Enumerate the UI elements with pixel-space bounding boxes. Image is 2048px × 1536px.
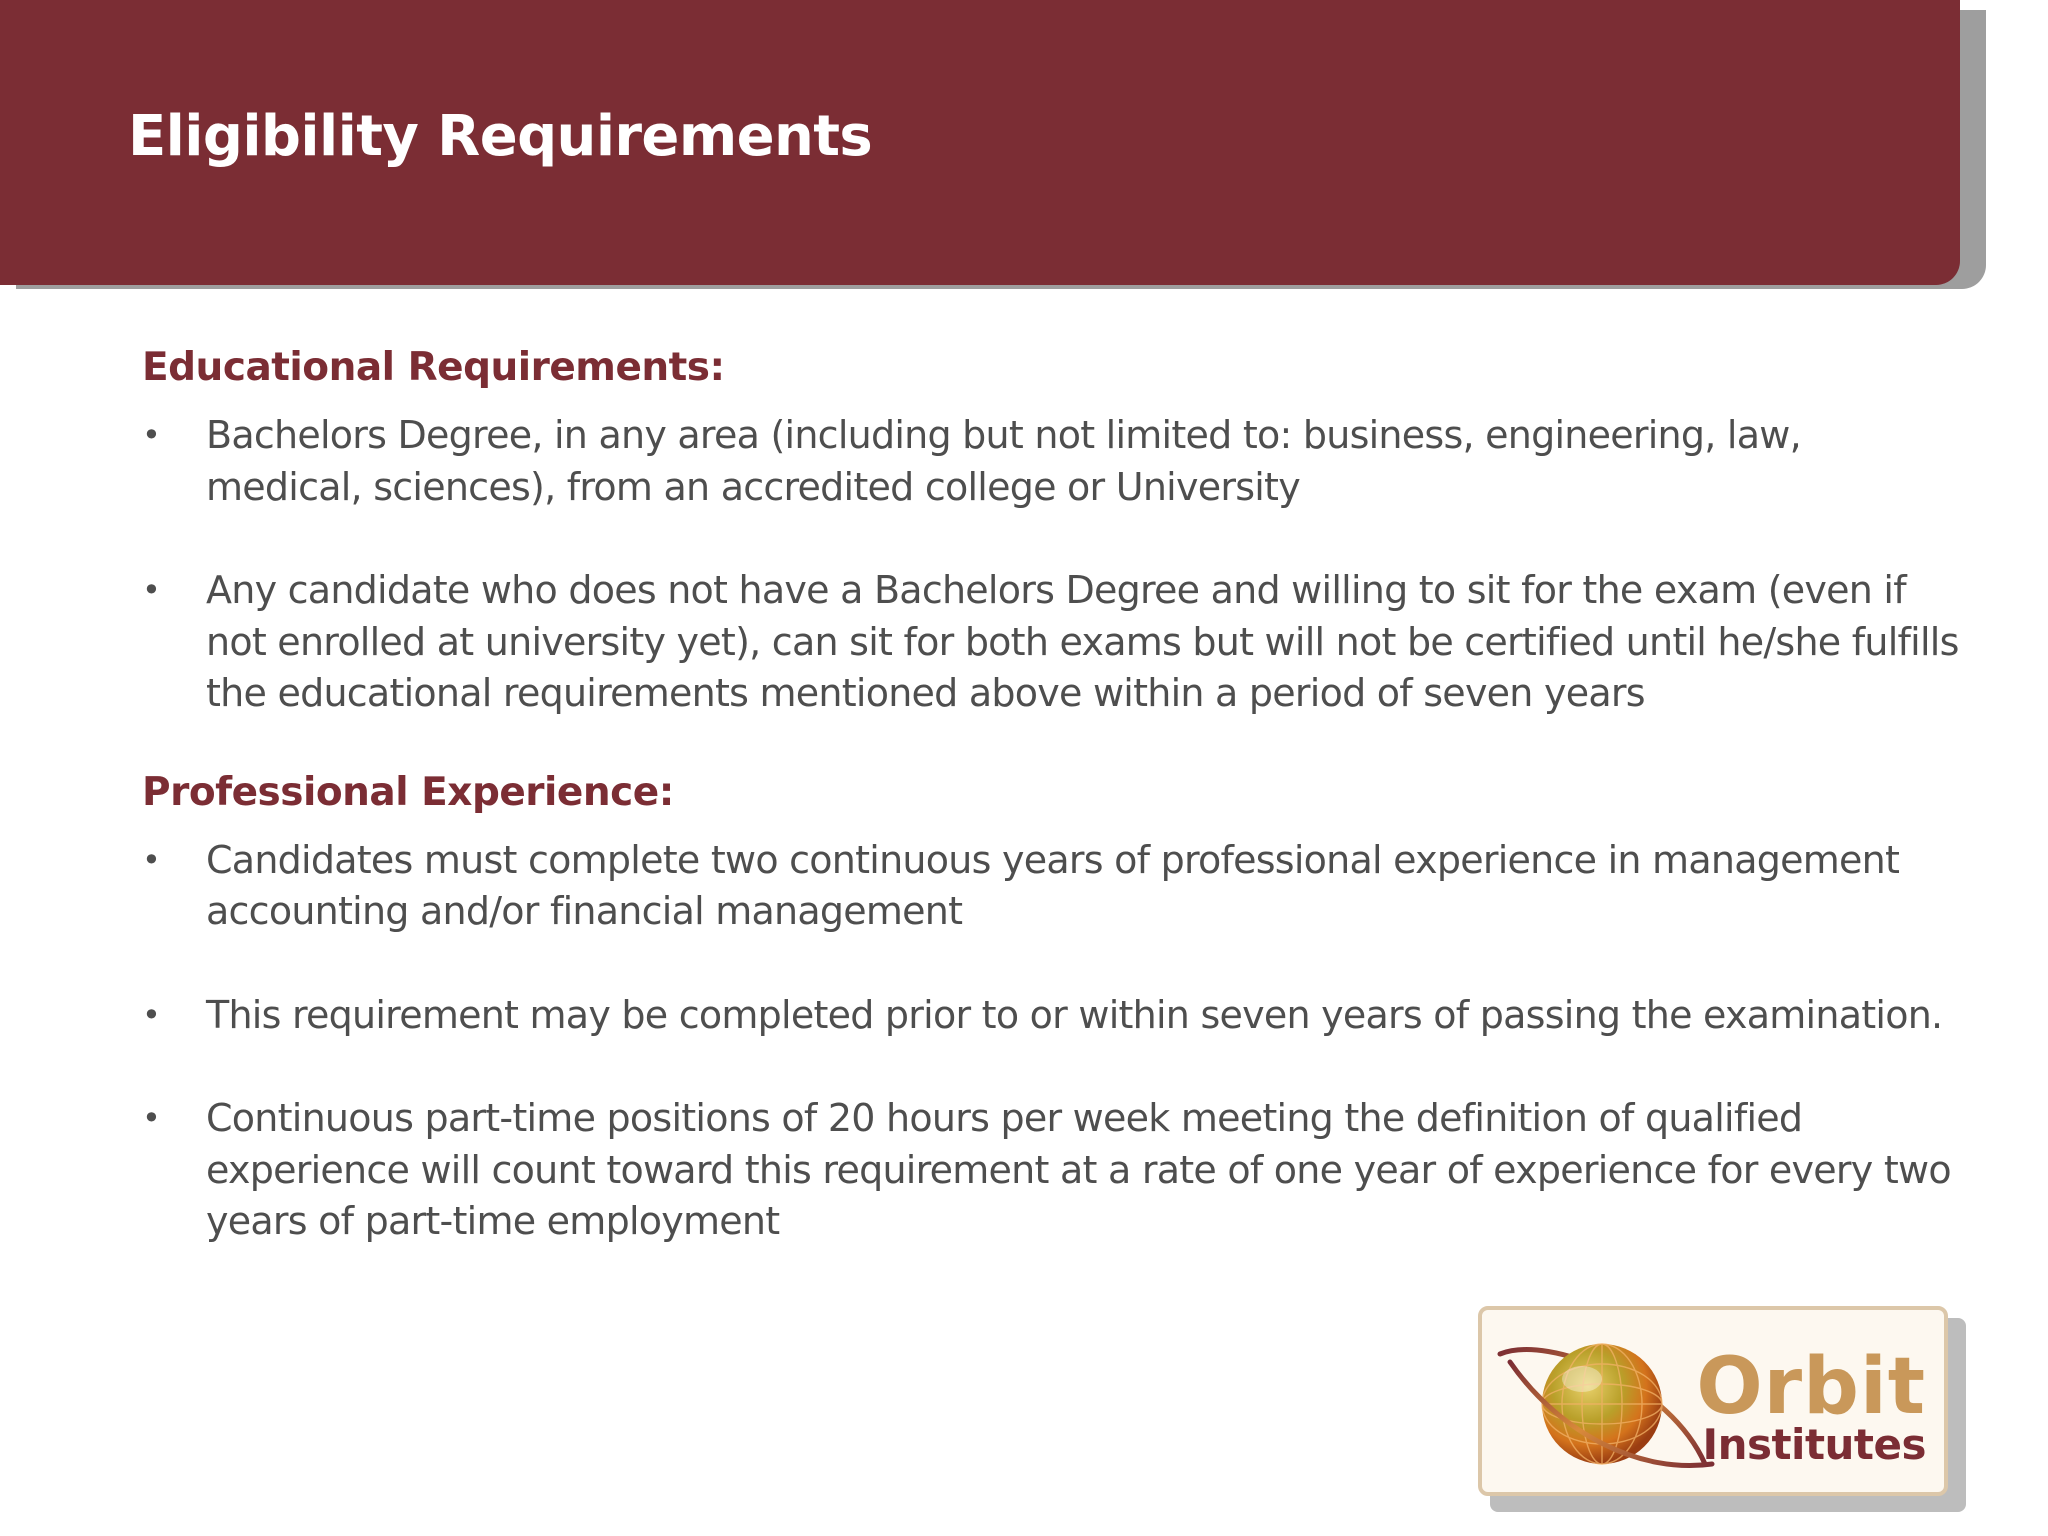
list-item	[142, 990, 1962, 1042]
logo-institutes-text: Institutes	[1702, 1420, 1926, 1469]
bullet-icon: •	[142, 1099, 161, 1137]
professional-experience-list	[142, 835, 1962, 1248]
educational-requirements-list	[142, 410, 1962, 720]
list-item	[142, 835, 1962, 938]
globe-icon	[1490, 1324, 1720, 1484]
bullet-icon: •	[142, 995, 161, 1034]
list-item	[142, 410, 1962, 513]
header-banner	[0, 0, 1960, 285]
bullet-icon: •	[142, 416, 161, 454]
bullet-icon: •	[142, 571, 161, 609]
list-item-text: Bachelors Degree, in any area (including but not limited to: business, engineering, law, medical, sciences), from an accredited college or University	[206, 413, 1801, 509]
list-item	[142, 565, 1962, 720]
educational-requirements-heading: Educational Requirements:	[142, 345, 725, 390]
professional-experience-heading: Professional Experience:	[142, 769, 674, 815]
content-area	[142, 345, 1962, 1248]
bullet-icon: •	[142, 840, 161, 879]
list-item-text: Candidates must complete two continuous years of professional experience in management accounting and/or financial management	[206, 837, 1900, 933]
list-item-text: Continuous part-time positions of 20 hours per week meeting the definition of qualified experience will count toward this requirement at a rate of one year of experience for every two years of part-time employment	[206, 1096, 1951, 1243]
page-title: Eligibility Requirements	[128, 104, 873, 169]
list-item-text: Any candidate who does not have a Bachelors Degree and willing to sit for the exam (even if not enrolled at university yet), can sit for both exams but will not be certified until he/she fulfills the educational requirements mentioned above within a period of seven years	[206, 568, 1959, 715]
list-item	[142, 1093, 1962, 1248]
orbit-institutes-logo	[1478, 1306, 1948, 1496]
logo-orbit-text: Orbit	[1696, 1342, 1926, 1432]
list-item-text: This requirement may be completed prior to or within seven years of passing the examination.	[206, 992, 1943, 1037]
